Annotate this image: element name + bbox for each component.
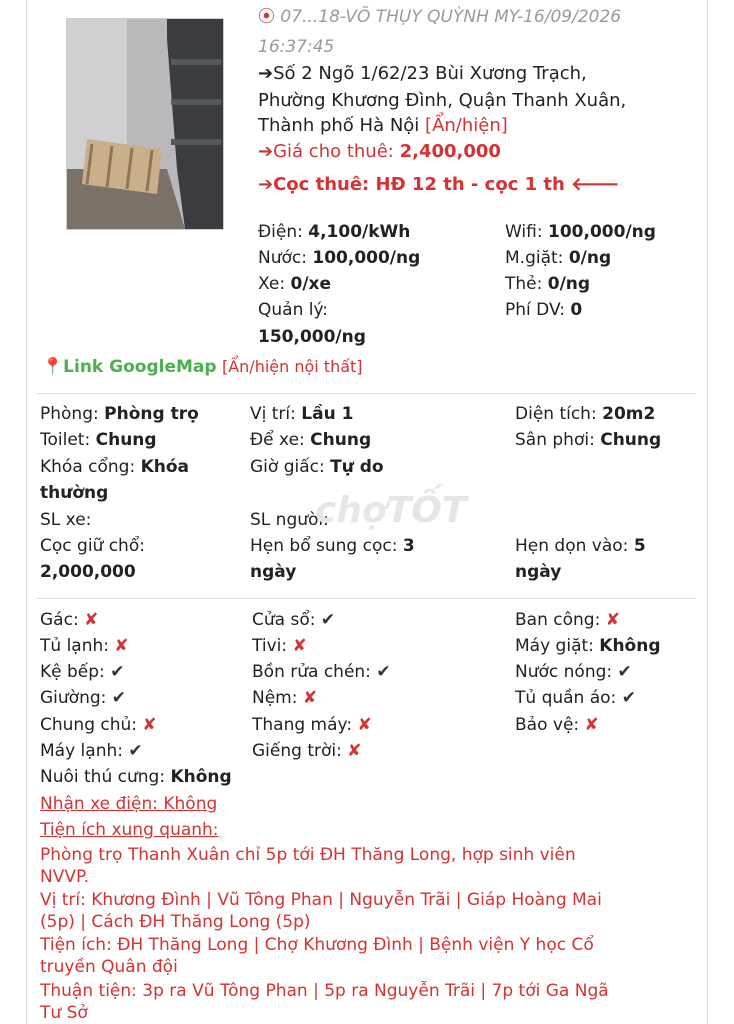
arrow-right-icon: ➔ [258, 63, 274, 84]
amenity-skylight: Giếng trời: ✘ [252, 741, 362, 761]
detail-hold-deposit-value: 2,000,000 [40, 562, 136, 582]
amenity-security: Bảo vệ: ✘ [515, 715, 599, 735]
detail-hours: Giờ giấc: Tự do [250, 457, 384, 477]
note-line: NVVP. [40, 867, 89, 887]
amenity-shared-owner: Chung chủ: ✘ [40, 715, 157, 735]
detail-area: Diện tích: 20m2 [515, 404, 656, 424]
amenity-sink: Bồn rửa chén: ✔ [252, 662, 391, 682]
detail-parking: Để xe: Chung [250, 430, 372, 450]
fee-wifi: Wifi: 100,000/ng [505, 222, 656, 242]
price-value: 2,400,000 [399, 141, 501, 162]
amenity-fridge: Tủ lạnh: ✘ [40, 636, 129, 656]
detail-extra-deposit-unit: ngày [250, 562, 297, 582]
deposit-row: ➔Cọc thuê: HĐ 12 th - cọc 1 th 🡐 [258, 174, 620, 195]
cross-icon: ✘ [302, 688, 318, 708]
amenity-kitchen-shelf: Kệ bếp: ✔ [40, 662, 125, 682]
fee-management-value: 150,000/ng [258, 327, 366, 347]
fee-service: Phí DV: 0 [505, 300, 583, 320]
check-icon: ✔ [128, 741, 143, 761]
amenity-wardrobe: Tủ quần áo: ✔ [515, 688, 636, 708]
note-line: Tiện ích: ĐH Thăng Long | Chợ Khương Đình | Bệnh viện Y học Cổ [40, 935, 594, 955]
amenity-loft: Gác: ✘ [40, 610, 99, 630]
listing-time: 16:37:45 [258, 37, 335, 57]
detail-extra-deposit: Hẹn bổ sung cọc: 3 [250, 536, 415, 556]
target-icon: ⦿ [258, 7, 275, 27]
note-line: (5p) | Cách ĐH Thăng Long (5p) [40, 912, 311, 932]
detail-gate-lock: Khóa cổng: Khóa [40, 457, 190, 477]
toggle-furniture-link[interactable]: [Ẩn/hiện nội thất] [221, 357, 363, 376]
amenity-washer: Máy giặt: Không [515, 636, 661, 656]
amenity-hot-water: Nước nóng: ✔ [515, 662, 632, 682]
detail-move-in: Hẹn dọn vào: 5 [515, 536, 646, 556]
note-ev-charging: Nhận xe điện: Không [40, 794, 218, 814]
arrow-right-icon: ➔ [258, 174, 274, 195]
cross-icon: ✘ [584, 715, 599, 735]
cross-icon: ✘ [347, 741, 362, 761]
note-line: Phòng trọ Thanh Xuân chỉ 5p tới ĐH Thăng Long, hợp sinh viên [40, 845, 576, 865]
price-row: ➔Giá cho thuê: 2,400,000 [258, 141, 501, 162]
divider [36, 598, 696, 599]
fee-parking: Xe: 0/xe [258, 274, 332, 294]
cross-icon: ✘ [142, 715, 157, 735]
listing-code: ⦿ 07...18-VÕ THỤY QUỲNH MY-16/09/2026 [258, 7, 622, 27]
check-icon: ✔ [111, 688, 127, 708]
amenity-aircon: Máy lạnh: ✔ [40, 741, 143, 761]
toggle-address-link[interactable]: [Ẩn/hiện] [425, 115, 508, 136]
amenity-pets: Nuôi thú cưng: Không [40, 767, 232, 787]
cross-icon: ✘ [292, 636, 307, 656]
note-line: Tư Sở [40, 1003, 88, 1023]
note-nearby-title: Tiện ích xung quanh: [40, 820, 219, 840]
address-line-3: Thành phố Hà Nội [Ẩn/hiện] [258, 115, 508, 136]
amenity-balcony: Ban công: ✘ [515, 610, 620, 630]
fee-management-label: Quản lý: [258, 300, 329, 320]
watermark-logo: chợTỐT [315, 490, 467, 531]
detail-vehicle-count: SL xe: [40, 510, 92, 530]
detail-gate-lock-value: thường [40, 483, 109, 503]
check-icon: ✔ [621, 688, 636, 708]
detail-room: Phòng: Phòng trọ [40, 404, 199, 424]
address-line-1: ➔Số 2 Ngõ 1/62/23 Bùi Xương Trạch, [258, 63, 587, 84]
amenity-bed: Giường: ✔ [40, 688, 127, 708]
detail-drying-yard: Sân phơi: Chung [515, 430, 662, 450]
fee-card: Thẻ: 0/ng [505, 274, 591, 294]
detail-floor: Vị trí: Lầu 1 [250, 404, 354, 424]
amenity-elevator: Thang máy: ✘ [252, 715, 372, 735]
fee-water: Nước: 100,000/ng [258, 248, 421, 268]
note-line: Thuận tiện: 3p ra Vũ Tông Phan | 5p ra Nguyễn Trãi | 7p tới Ga Ngã [40, 981, 609, 1001]
detail-hold-deposit: Cọc giữ chổ: [40, 536, 145, 556]
room-photo[interactable] [66, 18, 224, 230]
detail-toilet: Toilet: Chung [40, 430, 157, 450]
map-pin-icon: 📍 [42, 357, 64, 377]
detail-people-count: SL người: [250, 510, 329, 530]
cross-icon: ✘ [114, 636, 129, 656]
check-icon: ✔ [320, 610, 336, 630]
arrow-right-icon: ➔ [258, 141, 274, 162]
amenity-mattress: Nệm: ✘ [252, 688, 318, 708]
note-line: truyền Quân đội [40, 957, 178, 977]
note-line: Vị trí: Khương Đình | Vũ Tông Phan | Nguyễn Trãi | Giáp Hoàng Mai [40, 890, 602, 910]
googlemap-link[interactable]: Link GoogleMap [63, 357, 217, 377]
amenity-tv: Tivi: ✘ [252, 636, 307, 656]
amenity-window: Cửa sổ: ✔ [252, 610, 336, 630]
fee-electric: Điện: 4,100/kWh [258, 222, 411, 242]
cross-icon: ✘ [357, 715, 372, 735]
check-icon: ✔ [376, 662, 391, 682]
detail-move-in-unit: ngày [515, 562, 562, 582]
arrow-left-icon: 🡐 [571, 174, 620, 195]
room-photo-image [67, 19, 223, 229]
googlemap-row [42, 357, 363, 377]
cross-icon: ✘ [605, 610, 620, 630]
divider [36, 393, 696, 394]
check-icon: ✔ [617, 662, 632, 682]
check-icon: ✔ [110, 662, 125, 682]
fee-washer: M.giặt: 0/ng [505, 248, 612, 268]
address-line-2: Phường Khương Đình, Quận Thanh Xuân, [258, 90, 627, 111]
cross-icon: ✘ [84, 610, 99, 630]
